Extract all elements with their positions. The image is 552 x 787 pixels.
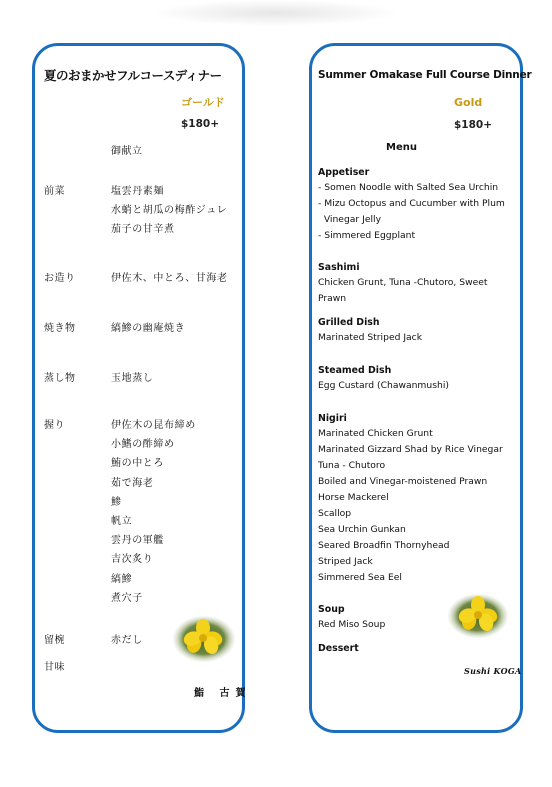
course-section-steamed-en <box>318 363 518 394</box>
course-item: - Mizu Octopus and Cucumber with Plum <box>318 198 505 209</box>
course-item: Simmered Sea Eel <box>318 572 402 583</box>
course-item: 伊佐木の昆布締め <box>111 420 196 431</box>
course-item: 縞鯵の幽庵焼き <box>111 323 186 334</box>
course-section-appetiser-en <box>318 165 518 244</box>
course-item: Marinated Gizzard Shad by Rice Vinegar <box>318 444 503 455</box>
course-section-sashimi-en <box>318 260 518 307</box>
course-item: 小鰭の酢締め <box>111 439 175 451</box>
course-item: Scallop <box>318 508 352 519</box>
course-tier-en: Gold <box>454 96 483 109</box>
course-item: Boiled and Vinegar-moistened Prawn <box>318 476 488 487</box>
course-category: 握り <box>44 420 65 431</box>
course-item: Vinegar Jelly <box>318 214 382 225</box>
course-item: 玉地蒸し <box>111 373 154 384</box>
course-item: 鯵 <box>111 496 122 508</box>
course-item: - Somen Noodle with Salted Sea Urchin <box>318 182 499 193</box>
course-item: 吉次炙り <box>111 554 154 566</box>
course-category: Appetiser <box>318 167 370 178</box>
course-item: Chicken Grunt, Tuna -Chutoro, Sweet <box>318 277 488 288</box>
menu-heading-jp: 御献立 <box>111 146 143 157</box>
course-item: Striped Jack <box>318 556 373 567</box>
course-category: Steamed Dish <box>318 365 392 376</box>
course-item: Tuna - Chutoro <box>318 460 386 471</box>
course-item: 塩雲丹素麺 <box>111 186 164 197</box>
course-item: Seared Broadfin Thornyhead <box>318 540 450 551</box>
course-category: Nigiri <box>318 413 347 424</box>
course-section-grilled-en <box>318 315 518 346</box>
course-category: 蒸し物 <box>44 373 76 384</box>
english-menu-card <box>309 43 532 733</box>
course-item: Marinated Striped Jack <box>318 332 423 343</box>
course-price-jp: $180+ <box>181 118 220 130</box>
course-item: 煮穴子 <box>111 592 143 604</box>
course-item: 伊佐木、中とろ、甘海老 <box>111 273 228 284</box>
cucumber-flower-image <box>173 616 235 662</box>
course-item: - Simmered Eggplant <box>318 230 416 241</box>
restaurant-signature-jp: 鮨 古賀 <box>194 688 252 699</box>
course-category: Grilled Dish <box>318 317 380 328</box>
page-shadow <box>150 0 400 26</box>
course-item: Egg Custard (Chawanmushi) <box>318 380 449 391</box>
course-category: Soup <box>318 604 345 615</box>
course-item: Prawn <box>318 293 347 304</box>
course-section-dessert-en <box>318 641 518 656</box>
course-section-nigiri-en <box>318 411 518 586</box>
course-item: 赤だし <box>111 635 143 646</box>
japanese-menu-card <box>32 43 252 733</box>
course-item: 帆立 <box>111 516 133 528</box>
course-category: 焼き物 <box>44 323 76 334</box>
course-category: 前菜 <box>44 186 65 197</box>
course-price-en: $180+ <box>454 119 493 131</box>
course-item: 茹で海老 <box>111 477 154 489</box>
course-item: Red Miso Soup <box>318 619 386 630</box>
menu-title-en: Summer Omakase Full Course Dinner <box>318 69 532 81</box>
course-item: Sea Urchin Gunkan <box>318 524 406 535</box>
course-item: 縞鯵 <box>111 573 133 585</box>
course-item: 茄子の甘辛煮 <box>111 224 175 236</box>
course-item: 鮪の中とろ <box>111 458 164 470</box>
menu-title-jp: 夏のおまかせフルコースディナー <box>44 68 222 83</box>
course-item: 水蛸と胡瓜の梅酢ジュレ <box>111 205 228 217</box>
restaurant-signature-en: Sushi KOGA <box>464 666 522 676</box>
course-category: Sashimi <box>318 262 360 273</box>
cucumber-flower-image <box>448 594 508 638</box>
course-category: Dessert <box>318 643 359 654</box>
course-category: 留椀 <box>44 635 65 646</box>
course-category: 甘味 <box>44 662 65 673</box>
course-item: 雲丹の軍艦 <box>111 535 164 547</box>
course-tier-jp: ゴールド <box>181 96 225 109</box>
course-item: Marinated Chicken Grunt <box>318 428 433 439</box>
course-item: Horse Mackerel <box>318 492 389 503</box>
course-category: お造り <box>44 273 76 284</box>
menu-heading-en: Menu <box>386 142 417 153</box>
